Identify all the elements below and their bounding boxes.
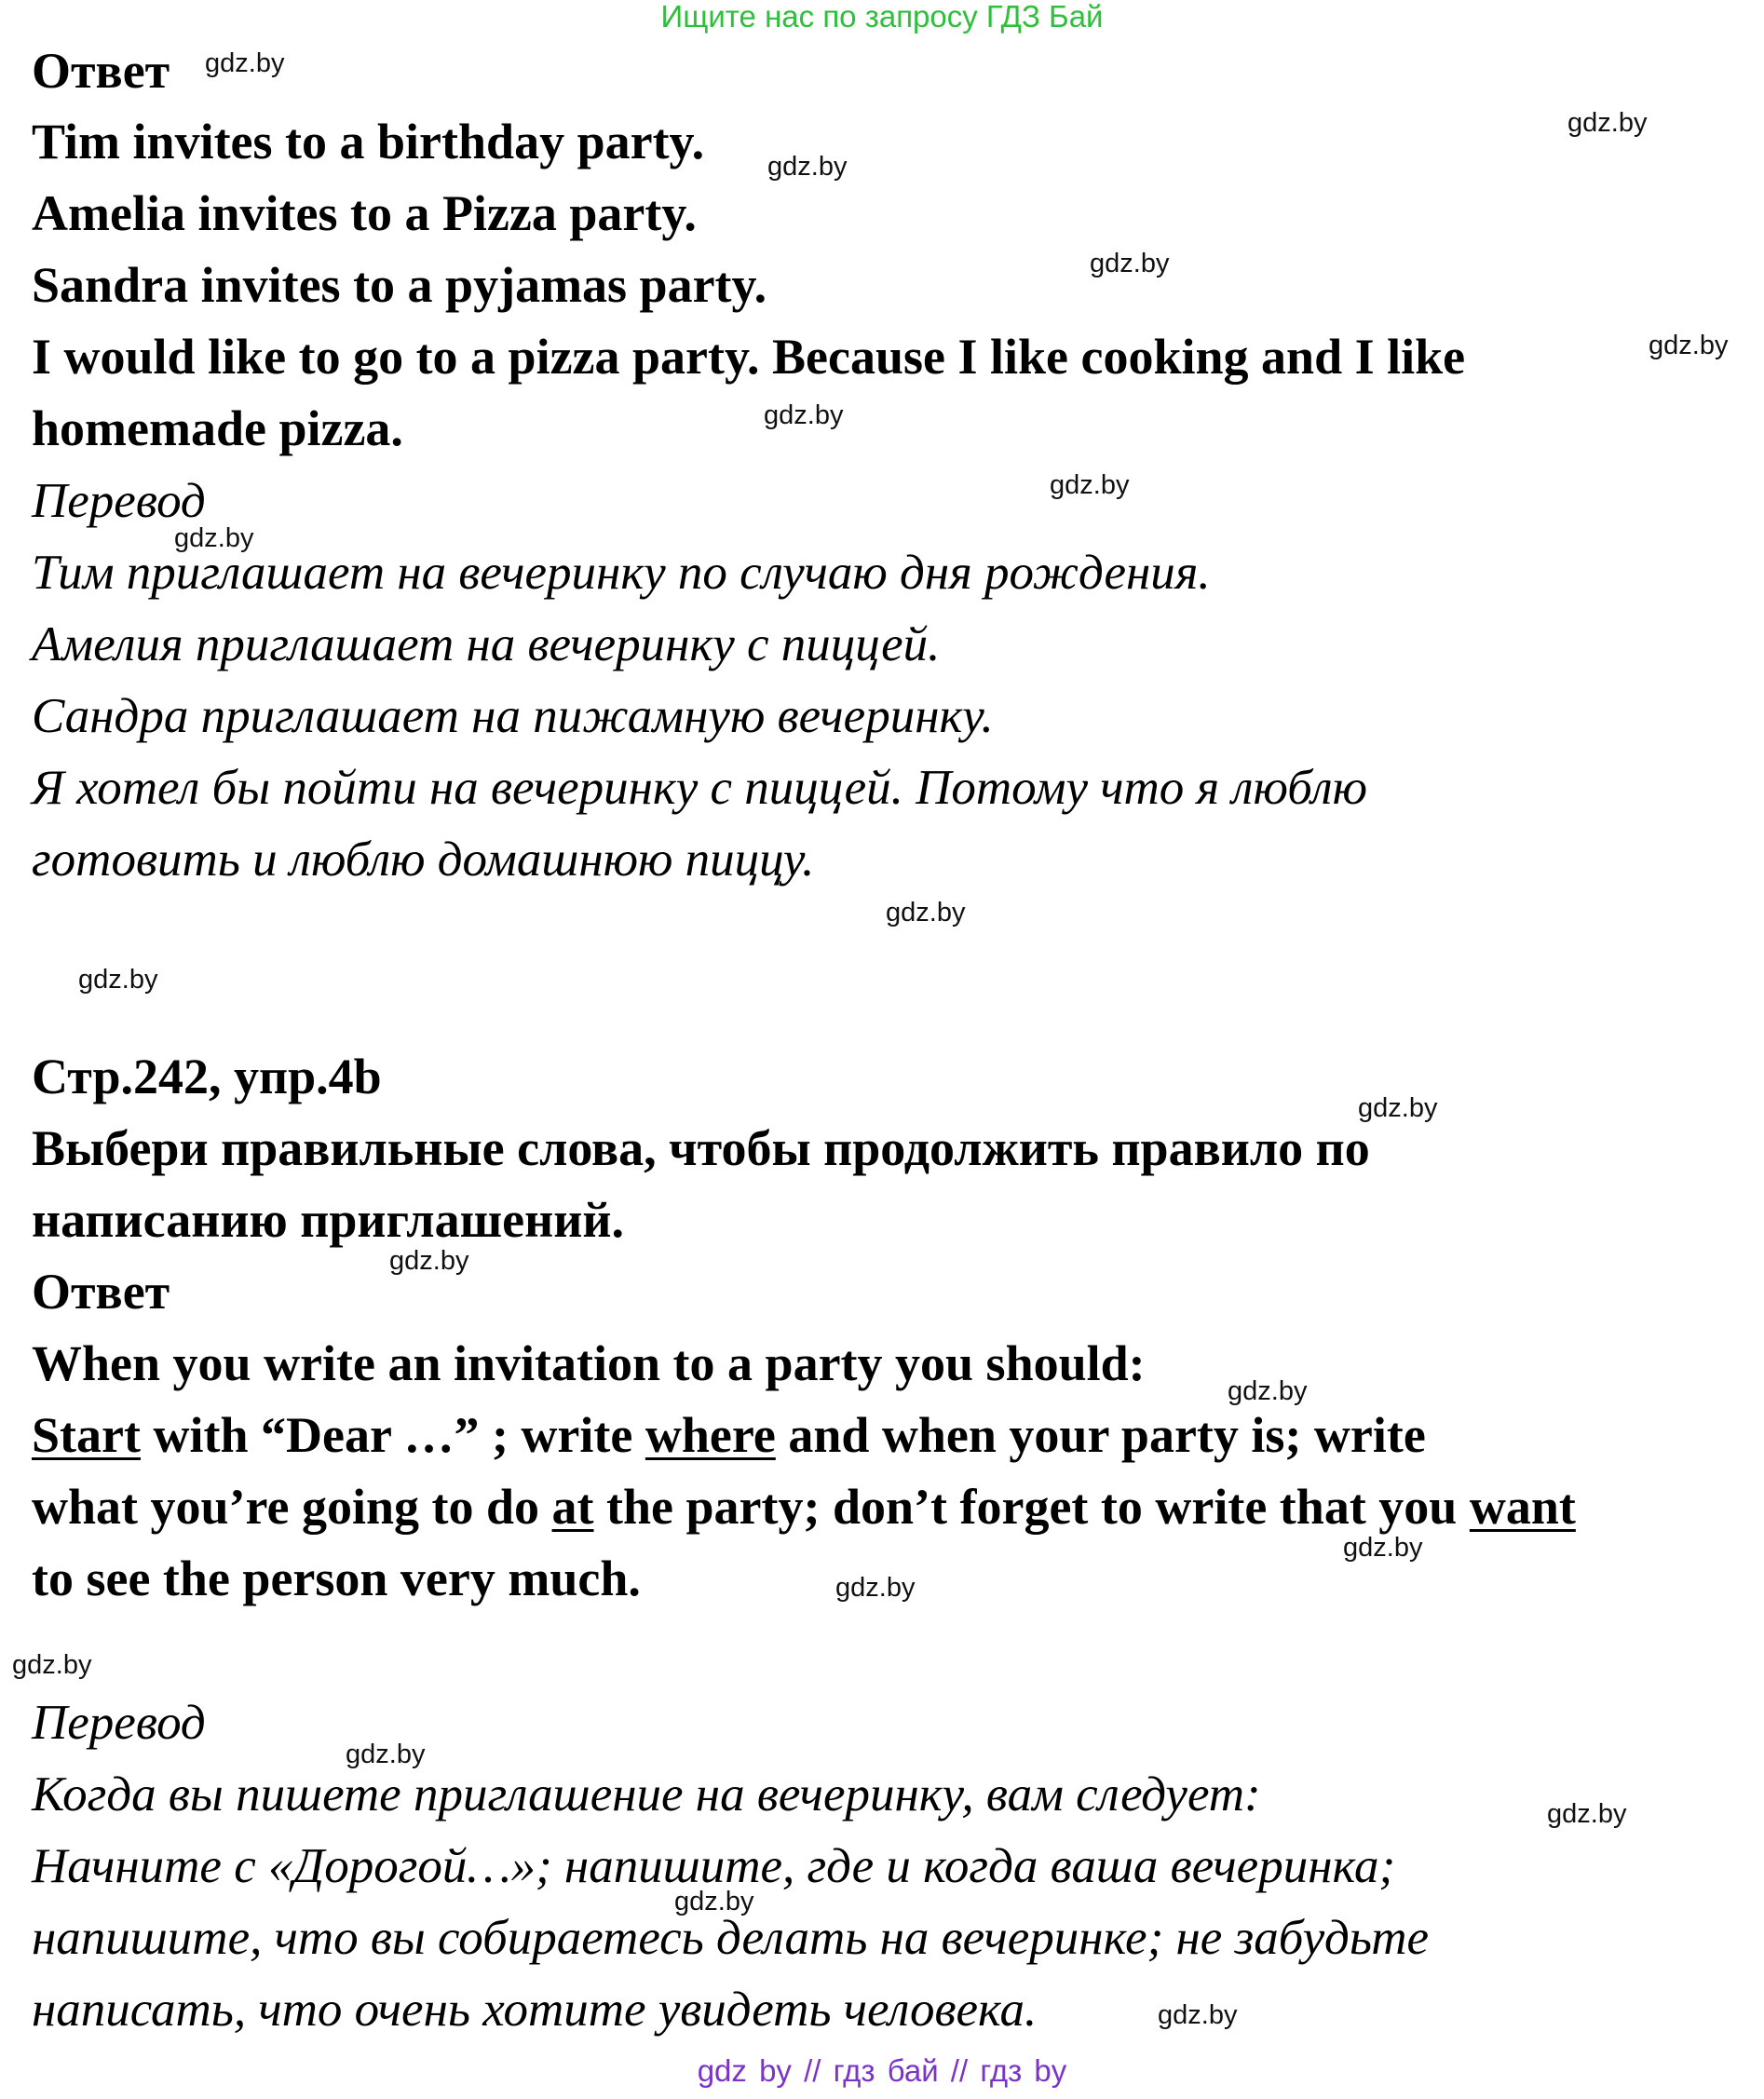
watermark: gdz.by <box>764 400 844 430</box>
answer-line-1: Tim invites to a birthday party. <box>32 114 705 169</box>
answer-line-4: I would like to go to a pizza party. Because I like cooking and I like <box>32 329 1466 385</box>
rule-line-2-text-b: the party; don’t forget to write that you <box>593 1479 1470 1535</box>
translation-line-2: Амелия приглашает на вечеринку с пиццей. <box>32 617 941 671</box>
translation-line-4: Я хотел бы пойти на вечеринку с пиццей. Потому что я люблю <box>32 761 1368 815</box>
translation-heading-1: Перевод <box>32 474 206 528</box>
watermark: gdz.by <box>1567 108 1648 138</box>
translation2-line-4: написать, что очень хотите увидеть человека. <box>32 1983 1038 2037</box>
watermark: gdz.by <box>767 152 848 182</box>
answer-heading-2: Ответ <box>32 1264 170 1320</box>
watermark: gdz.by <box>12 1650 92 1680</box>
rule-line-1-text-a: with “Dear …” ; write <box>140 1407 645 1463</box>
translation-line-5: готовить и люблю домашнюю пиццу. <box>32 833 815 887</box>
top-banner[interactable]: Ищите нас по запросу ГДЗ Бай <box>660 0 1104 34</box>
watermark: gdz.by <box>346 1740 426 1769</box>
watermark: gdz.by <box>205 48 285 78</box>
rule-line-1-text-b: and when your party is; write <box>775 1407 1426 1463</box>
underlined-word-where: where <box>645 1407 776 1463</box>
translation2-line-3: напишите, что вы собираетесь делать на вечеринке; не забудьте <box>32 1911 1430 1965</box>
watermark: gdz.by <box>1050 470 1130 500</box>
underlined-word-start: Start <box>32 1407 141 1463</box>
translation-heading-2: Перевод <box>32 1696 206 1750</box>
answer-heading-1: Ответ <box>32 43 170 99</box>
watermark: gdz.by <box>1358 1093 1438 1123</box>
translation2-line-2: Начните с «Дорогой…»; напишите, где и когда ваша вечеринка; <box>32 1839 1396 1893</box>
watermark: gdz.by <box>78 965 158 995</box>
watermark: gdz.by <box>1547 1799 1627 1829</box>
rule-line-2 <box>32 1477 1576 1537</box>
bottom-banner[interactable]: gdz by // гдз бай // гдз by <box>697 2053 1067 2088</box>
answer-line-2: Amelia invites to a Pizza party. <box>32 185 697 241</box>
answer-intro: When you write an invitation to a party you should: <box>32 1335 1146 1391</box>
translation-line-3: Сандра приглашает на пижамную вечеринку. <box>32 689 994 743</box>
answer-line-5: homemade pizza. <box>32 400 403 456</box>
watermark: gdz.by <box>835 1573 916 1603</box>
rule-line-1 <box>32 1405 1426 1465</box>
rule-line-2-text-a: what you’re going to do <box>32 1479 552 1535</box>
watermark: gdz.by <box>1158 2000 1238 2030</box>
translation2-line-1: Когда вы пишете приглашение на вечеринку, вам следует: <box>32 1767 1261 1821</box>
translation-line-1: Тим приглашает на вечеринку по случаю дня рождения. <box>32 546 1211 600</box>
task-line-1: Выбери правильные слова, чтобы продолжить правило по <box>32 1120 1370 1176</box>
page-reference: Стр.242, упр.4b <box>32 1049 382 1104</box>
watermark: gdz.by <box>389 1246 469 1276</box>
watermark: gdz.by <box>886 898 966 928</box>
watermark: gdz.by <box>1649 331 1729 360</box>
answer-line-3: Sandra invites to a pyjamas party. <box>32 257 767 313</box>
task-line-2: написанию приглашений. <box>32 1192 624 1248</box>
watermark: gdz.by <box>1090 249 1170 278</box>
underlined-word-at: at <box>551 1479 594 1535</box>
watermark: gdz.by <box>674 1887 754 1916</box>
underlined-word-want: want <box>1469 1479 1576 1535</box>
watermark: gdz.by <box>1343 1533 1423 1563</box>
watermark: gdz.by <box>1228 1376 1308 1406</box>
rule-line-3: to see the person very much. <box>32 1551 641 1606</box>
watermark: gdz.by <box>174 523 254 553</box>
